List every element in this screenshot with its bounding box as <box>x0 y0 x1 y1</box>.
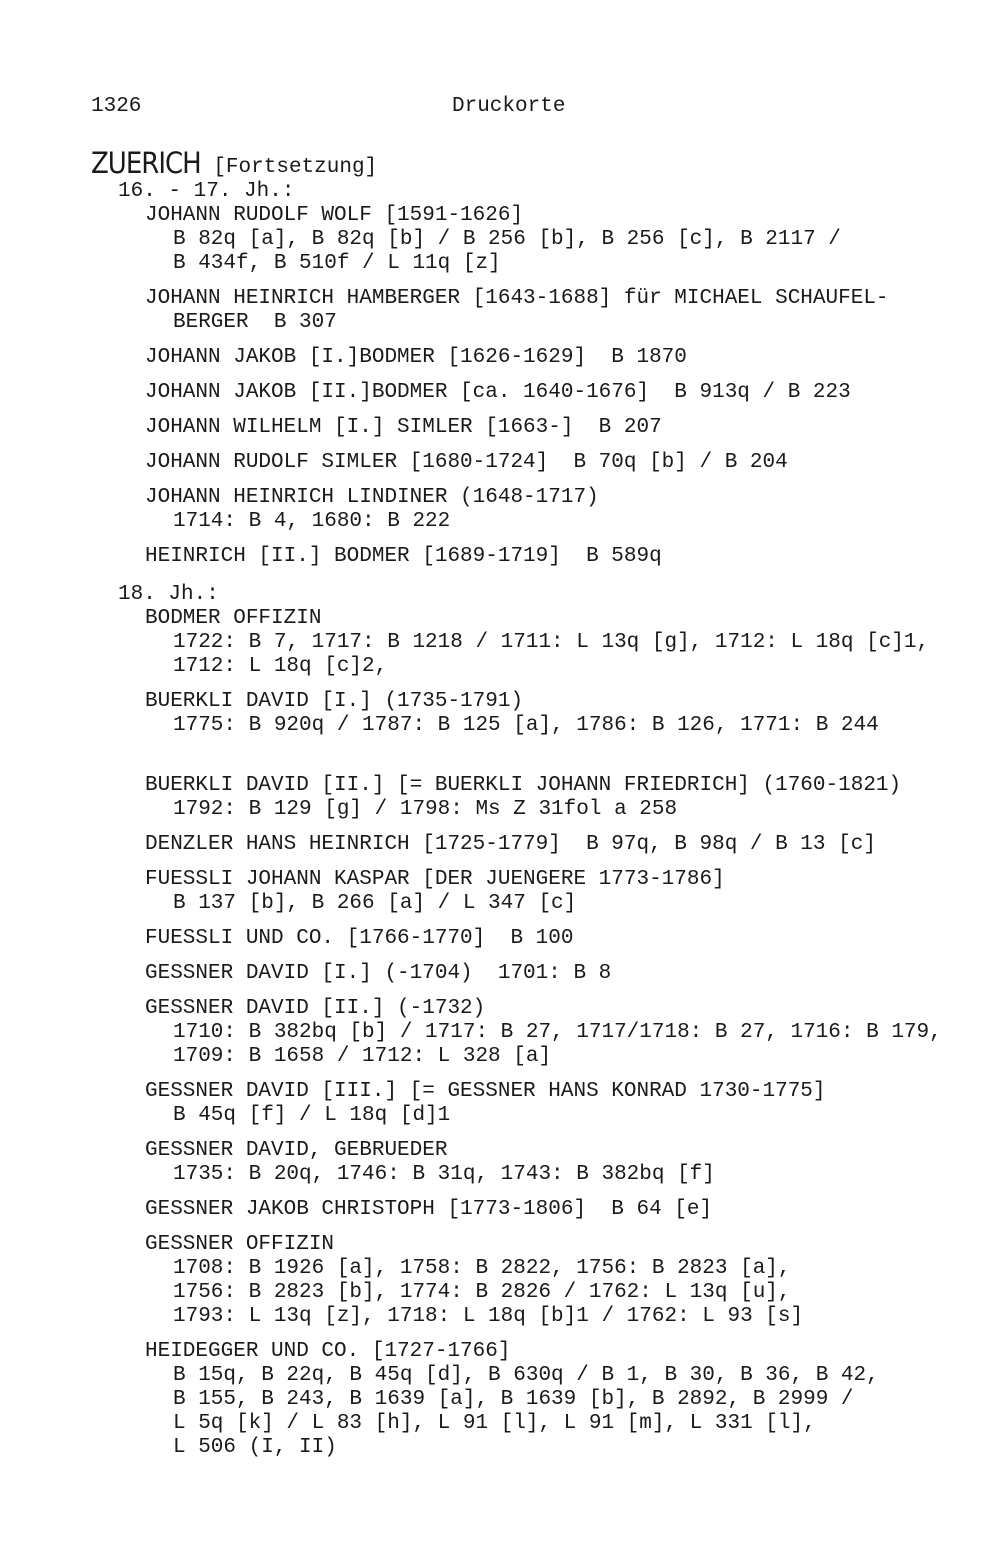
printer-entry <box>145 451 991 475</box>
printer-entry <box>145 927 991 951</box>
reference-line: BERGER B 307 <box>173 311 337 334</box>
reference-list <box>173 892 991 916</box>
printer-name: HEIDEGGER UND CO. [1727-1766] <box>145 1340 511 1363</box>
reference-line: B 155, B 243, B 1639 [a], B 1639 [b], B 2892, B 2999 / <box>173 1388 854 1411</box>
place-name: ZUERICH <box>91 147 201 181</box>
period-heading: 16. - 17. Jh.: <box>118 180 295 203</box>
printer-name: FUESSLI UND CO. [1766-1770] B 100 <box>145 927 574 950</box>
reference-line: L 506 (I, II) <box>173 1436 337 1459</box>
reference-line: 1709: B 1658 / 1712: L 328 [a] <box>173 1045 552 1068</box>
reference-line: 1722: B 7, 1717: B 1218 / 1711: L 13q [g], 1712: L 18q [c]1, <box>173 631 930 654</box>
printer-entry <box>145 962 991 986</box>
reference-line: 1708: B 1926 [a], 1758: B 2822, 1756: B 2823 [a], <box>173 1257 791 1280</box>
printer-name: GESSNER DAVID [I.] (-1704) 1701: B 8 <box>145 962 612 985</box>
reference-line: 1714: B 4, 1680: B 222 <box>173 510 451 533</box>
printer-entry <box>145 607 991 679</box>
period-heading: 18. Jh.: <box>118 583 219 606</box>
reference-list <box>173 311 991 335</box>
reference-line: 1756: B 2823 [b], 1774: B 2826 / 1762: L 13q [u], <box>173 1281 791 1304</box>
printer-entry <box>145 833 991 857</box>
printer-name: GESSNER DAVID [II.] (-1732) <box>145 997 486 1020</box>
reference-line: 1792: B 129 [g] / 1798: Ms Z 31fol a 258 <box>173 798 678 821</box>
printer-entry <box>145 381 991 405</box>
printer-name: JOHANN HEINRICH HAMBERGER [1643-1688] für MICHAEL SCHAUFEL- <box>145 287 889 310</box>
printer-name: JOHANN JAKOB [I.]BODMER [1626-1629] B 1870 <box>145 346 687 369</box>
printer-entry <box>145 1080 991 1128</box>
reference-list <box>173 1364 991 1460</box>
reference-list <box>173 1163 991 1187</box>
printer-name: BODMER OFFIZIN <box>145 607 322 630</box>
printer-name: GESSNER OFFIZIN <box>145 1233 335 1256</box>
printer-entry <box>145 868 991 916</box>
reference-line: B 434f, B 510f / L 11q [z] <box>173 252 501 275</box>
index-content <box>91 147 991 1471</box>
printer-entry <box>145 204 991 276</box>
reference-list <box>173 510 991 534</box>
period-section <box>91 180 991 569</box>
printer-name: JOHANN WILHELM [I.] SIMLER [1663-] B 207 <box>145 416 662 439</box>
running-title: Druckorte <box>452 95 566 118</box>
printer-name: JOHANN JAKOB [II.]BODMER [ca. 1640-1676] B 913q / B 223 <box>145 381 851 404</box>
reference-list <box>173 1257 991 1329</box>
printer-entry <box>145 1139 991 1187</box>
reference-line: 1735: B 20q, 1746: B 31q, 1743: B 382bq [f] <box>173 1163 715 1186</box>
reference-line: B 137 [b], B 266 [a] / L 347 [c] <box>173 892 577 915</box>
printer-entry <box>145 690 991 738</box>
printer-entry <box>145 1340 991 1460</box>
printer-entry <box>145 416 991 440</box>
sections <box>91 180 991 1460</box>
reference-list <box>173 228 991 276</box>
printer-name: GESSNER JAKOB CHRISTOPH [1773-1806] B 64 [e] <box>145 1198 713 1221</box>
reference-line: L 5q [k] / L 83 [h], L 91 [l], L 91 [m], L 331 [l], <box>173 1412 816 1435</box>
printer-entry <box>145 486 991 534</box>
printer-name: DENZLER HANS HEINRICH [1725-1779] B 97q, B 98q / B 13 [c] <box>145 833 876 856</box>
printer-name: HEINRICH [II.] BODMER [1689-1719] B 589q <box>145 545 662 568</box>
reference-list <box>173 798 991 822</box>
reference-line: 1793: L 13q [z], 1718: L 18q [b]1 / 1762: L 93 [s] <box>173 1305 804 1328</box>
printer-name: JOHANN RUDOLF WOLF [1591-1626] <box>145 204 524 227</box>
reference-list <box>173 1104 991 1128</box>
reference-line: B 15q, B 22q, B 45q [d], B 630q / B 1, B 30, B 36, B 42, <box>173 1364 879 1387</box>
printer-name: JOHANN HEINRICH LINDINER (1648-1717) <box>145 486 599 509</box>
page-number: 1326 <box>91 95 142 118</box>
printer-entry <box>145 346 991 370</box>
reference-list <box>173 1021 991 1069</box>
printer-name: JOHANN RUDOLF SIMLER [1680-1724] B 70q [b] / B 204 <box>145 451 788 474</box>
period-section <box>91 583 991 1460</box>
printer-name: GESSNER DAVID [III.] [= GESSNER HANS KONRAD 1730-1775] <box>145 1080 826 1103</box>
reference-list <box>173 714 991 738</box>
printer-entry <box>145 774 991 822</box>
reference-line: 1710: B 382bq [b] / 1717: B 27, 1717/1718: B 27, 1716: B 179, <box>173 1021 942 1044</box>
printer-name: BUERKLI DAVID [I.] (1735-1791) <box>145 690 524 713</box>
printer-entry <box>145 545 991 569</box>
reference-line: 1775: B 920q / 1787: B 125 [a], 1786: B 126, 1771: B 244 <box>173 714 879 737</box>
printer-entry <box>145 1198 991 1222</box>
reference-line: 1712: L 18q [c]2, <box>173 655 388 678</box>
printer-entry <box>145 1233 991 1329</box>
printer-name: BUERKLI DAVID [II.] [= BUERKLI JOHANN FRIEDRICH] (1760-1821) <box>145 774 902 797</box>
printer-name: GESSNER DAVID, GEBRUEDER <box>145 1139 448 1162</box>
reference-list <box>173 631 991 679</box>
printer-name: FUESSLI JOHANN KASPAR [DER JUENGERE 1773-1786] <box>145 868 725 891</box>
printer-entry <box>145 287 991 335</box>
place-continuation-note: [Fortsetzung] <box>213 156 378 179</box>
printer-entry <box>145 997 991 1069</box>
reference-line: B 45q [f] / L 18q [d]1 <box>173 1104 451 1127</box>
place-heading <box>91 147 991 181</box>
reference-line: B 82q [a], B 82q [b] / B 256 [b], B 256 [c], B 2117 / <box>173 228 841 251</box>
